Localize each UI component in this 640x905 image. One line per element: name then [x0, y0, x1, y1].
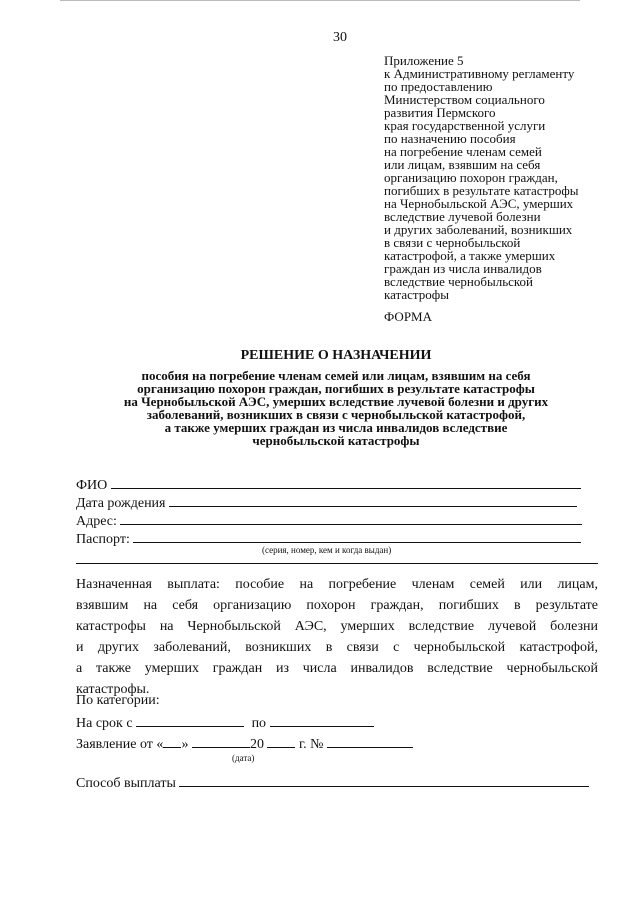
appendix-line: Приложение 5 [384, 53, 464, 68]
separator-line [76, 563, 598, 564]
subtitle-line: а также умерших граждан из числа инвалидов вследствие [164, 420, 508, 435]
payout-line: катастрофы на Чернобыльской АЭС, умерших вследствие лучевой болезни [76, 619, 598, 634]
appendix-line: и других заболеваний, возникших [384, 222, 573, 237]
application-prefix: Заявление от « [76, 737, 164, 752]
birth-date-row [76, 492, 577, 512]
term-from-label: На срок с [76, 716, 133, 731]
term-to-label: по [251, 716, 267, 731]
appendix-line: на Чернобыльской АЭС, умерших [384, 196, 574, 211]
appendix-line: организацию похорон граждан, [384, 170, 558, 185]
category-row [76, 693, 160, 709]
application-row [76, 733, 413, 753]
appendix-line: вследствие лучевой болезни [384, 209, 541, 224]
payment-method-line[interactable] [179, 772, 589, 787]
payout-line: взявшим на себя организацию похорон граждан, погибших в результате [76, 598, 598, 613]
appendix-line: Министерством социального [384, 92, 545, 107]
address-row [76, 510, 582, 530]
subtitle-line: заболеваний, возникших в связи с чернобыльской катастрофой, [146, 407, 526, 422]
payment-method-row [76, 772, 589, 792]
birth-date-label: Дата рождения [76, 496, 166, 511]
application-number-label: г. № [298, 737, 324, 752]
appendix-line: в связи с чернобыльской [384, 235, 521, 250]
appendix-line: вследствие чернобыльской [384, 274, 534, 289]
appendix-line: катастрофой, а также умерших [384, 248, 556, 263]
term-to-line[interactable] [270, 712, 374, 727]
fio-row [76, 474, 581, 494]
page-number: 30 [333, 30, 347, 45]
passport-note: (серия, номер, кем и когда выдан) [262, 545, 392, 555]
payout-line: Назначенная выплата: пособие на погребение членам семей или лицам, [76, 577, 598, 592]
term-row [76, 712, 374, 732]
top-rule [60, 0, 580, 1]
address-line[interactable] [120, 510, 582, 525]
category-label: По категории: [76, 693, 160, 708]
passport-label: Паспорт: [76, 532, 130, 547]
appendix-line: по предоставлению [384, 79, 493, 94]
payout-line: и других заболеваний, возникших в связи с чернобыльской катастрофой, [76, 640, 598, 655]
application-quote-close: » [181, 737, 189, 752]
date-note: (дата) [232, 753, 255, 763]
birth-date-line[interactable] [169, 492, 577, 507]
document-title: РЕШЕНИЕ О НАЗНАЧЕНИИ [240, 348, 432, 363]
address-label: Адрес: [76, 514, 117, 529]
payout-line: катастрофы. [76, 682, 150, 697]
appendix-line: по назначению пособия [384, 131, 516, 146]
appendix-line: развития Пермского [384, 105, 496, 120]
form-label: ФОРМА [384, 309, 432, 324]
appendix-line: к Административному регламенту [384, 66, 575, 81]
application-year-prefix: 20 [249, 737, 264, 752]
fio-label: ФИО [76, 478, 108, 493]
appendix-line: на погребение членам семей [384, 144, 542, 159]
subtitle-line: пособия на погребение членам семей или лицам, взявшим на себя [141, 368, 531, 383]
subtitle-line: на Чернобыльской АЭС, умерших вследствие лучевой болезни и других [123, 394, 549, 409]
payment-method-label: Способ выплаты [76, 776, 176, 791]
payout-paragraph [76, 574, 598, 700]
appendix-line: или лицам, взявшим на себя [384, 157, 541, 172]
application-year-line[interactable] [267, 733, 295, 748]
appendix-line: погибших в результате катастрофы [384, 183, 579, 198]
appendix-line: катастрофы [384, 287, 449, 302]
passport-line[interactable] [133, 528, 581, 543]
payout-line: а также умерших граждан из числа инвалидов вследствие чернобыльской [76, 661, 598, 676]
application-month-line[interactable] [192, 733, 250, 748]
term-from-line[interactable] [136, 712, 244, 727]
application-number-line[interactable] [327, 733, 413, 748]
application-day-line[interactable] [163, 733, 181, 748]
appendix-block [384, 54, 624, 301]
fio-line[interactable] [111, 474, 581, 489]
appendix-line: граждан из числа инвалидов [384, 261, 542, 276]
appendix-line: края государственной услуги [384, 118, 546, 133]
subtitle-line: чернобыльской катастрофы [252, 433, 420, 448]
document-subtitle [0, 369, 640, 447]
subtitle-line: организацию похорон граждан, погибших в результате катастрофы [137, 381, 535, 396]
